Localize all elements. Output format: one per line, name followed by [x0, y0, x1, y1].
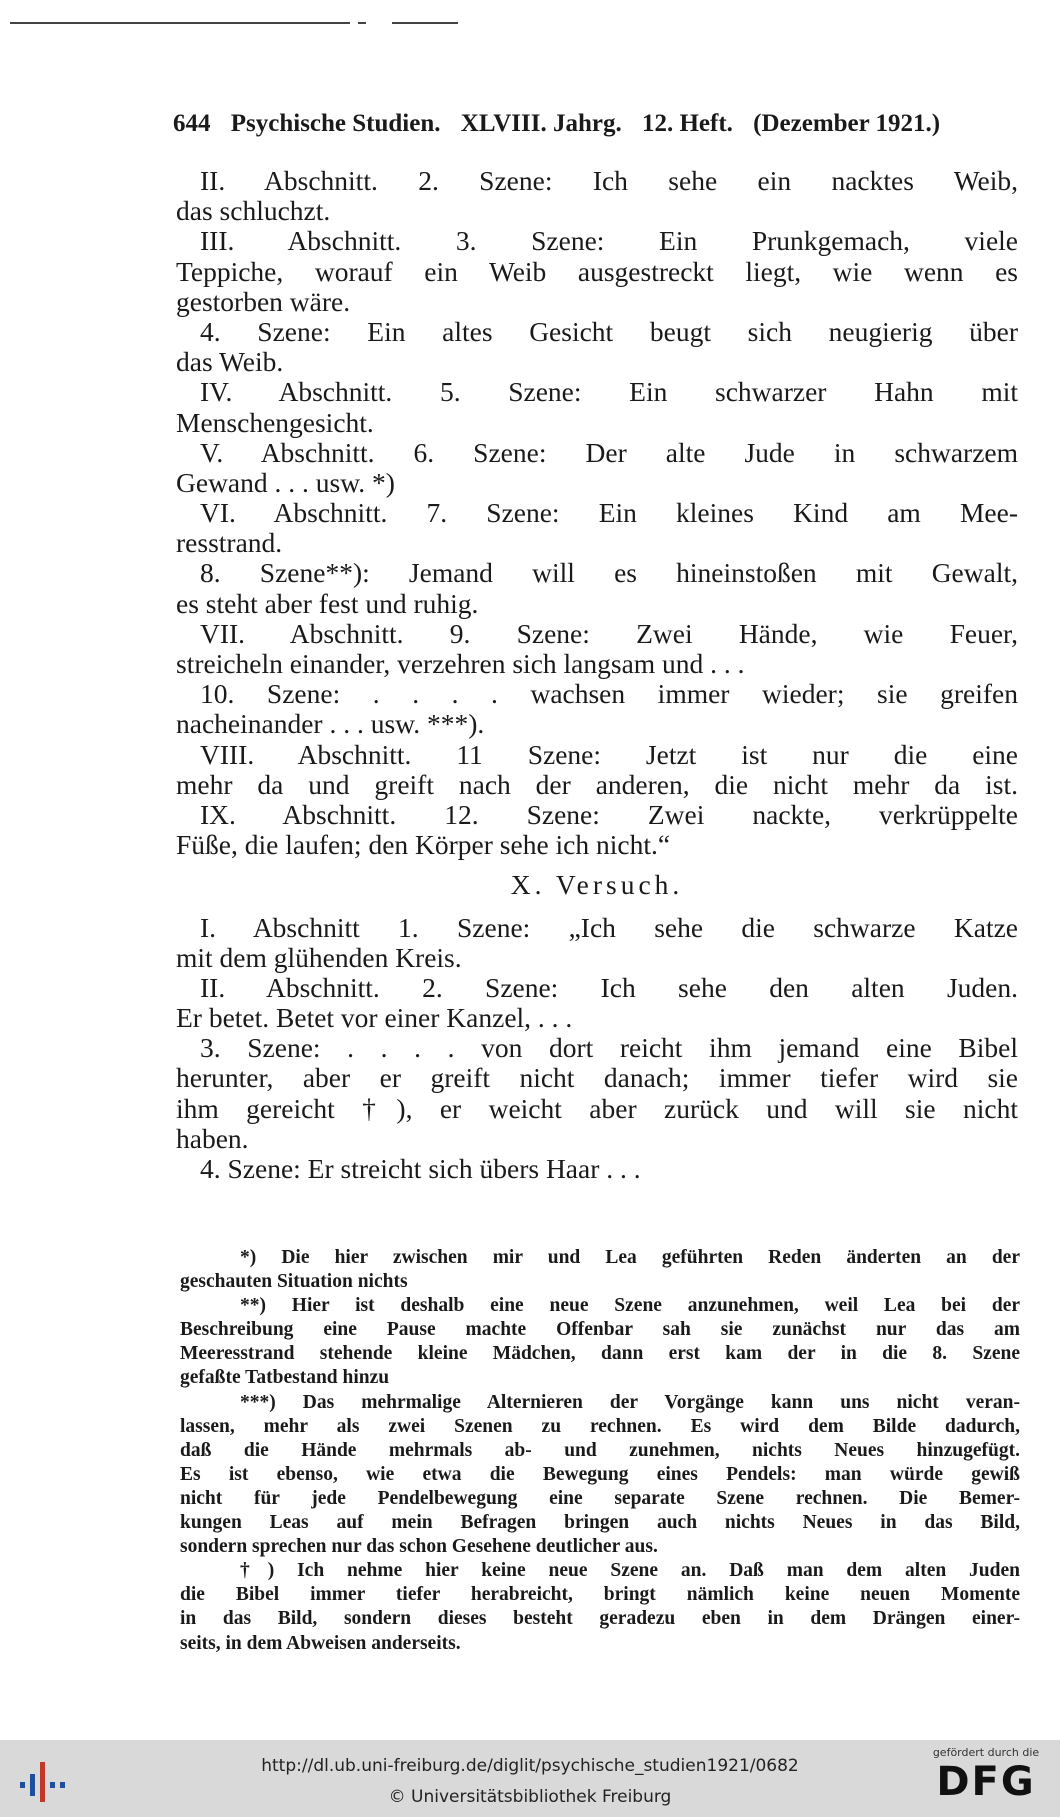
main-text	[176, 166, 1018, 1184]
text-line: ihm gereicht †), er weicht aber zurück und will sie nicht	[176, 1092, 1018, 1124]
text-block-experiment-x	[176, 913, 1018, 1185]
text-line: IV. Abschnitt. 5. Szene: Ein schwarzer Hahn mit	[200, 376, 1018, 408]
text-line: herunter, aber er greift nicht danach; immer tiefer wird sie	[176, 1062, 1018, 1094]
text-line: 3. Szene: . . . . von dort reicht ihm jemand eine Bibel	[200, 1032, 1018, 1064]
footnote-line: **) Hier ist deshalb eine neue Szene anzunehmen, weil Lea bei der	[240, 1295, 1020, 1317]
text-line: Gewand . . . usw. *)	[176, 466, 395, 498]
viewer-footer	[0, 1740, 1060, 1817]
text-line: VIII. Abschnitt. 11 Szene: Jetzt ist nur die eine	[200, 738, 1018, 770]
top-rule-short	[392, 22, 458, 24]
text-line: VII. Abschnitt. 9. Szene: Zwei Hände, wie Feuer,	[200, 617, 1018, 649]
sponsor-caption: gefördert durch die	[932, 1746, 1040, 1759]
text-line: 10. Szene: . . . . wachsen immer wieder; sie greifen	[200, 678, 1018, 710]
footnote-line: Beschreibung eine Pause machte Offenbar sah sie zunächst nur das am	[180, 1319, 1020, 1341]
footnote-line: in das Bild, sondern dieses besteht geradezu eben in dem Drängen einer-	[180, 1608, 1020, 1630]
footnote-line: gefaßte Tatbestand hinzu	[180, 1367, 390, 1389]
page-number: 644	[173, 110, 211, 137]
text-block-experiment-ix	[176, 166, 1018, 860]
footnote-line: Meeresstrand stehende kleine Mädchen, dann erst kam der in die 8. Szene	[180, 1343, 1020, 1365]
footnote-line: lassen, mehr als zwei Szenen zu rechnen. Es wird dem Bilde dadurch,	[180, 1415, 1020, 1437]
footnote-line: *) Die hier zwischen mir und Lea geführten Reden änderten an der	[240, 1247, 1020, 1268]
text-line: I. Abschnitt 1. Szene: „Ich sehe die schwarze Katze	[200, 911, 1018, 943]
text-line: II. Abschnitt. 2. Szene: Ich sehe den alten Juden.	[200, 971, 1018, 1003]
text-line: das schluchzt.	[176, 195, 331, 227]
running-header	[173, 110, 1023, 138]
top-rule-dash	[358, 22, 366, 24]
copyright-notice: © Universitätsbibliothek Freiburg	[388, 1787, 672, 1807]
text-line: gestorben wäre.	[176, 285, 351, 317]
text-line: resstrand.	[176, 527, 283, 559]
volume: XLVIII. Jahrg.	[460, 110, 622, 137]
text-line: Menschengesicht.	[176, 406, 374, 438]
text-line: es steht aber fest und ruhig.	[176, 587, 479, 619]
footnote-line: sondern sprechen nur das schon Gesehene deutlicher aus.	[180, 1536, 658, 1558]
text-line: Teppiche, worauf ein Weib ausgestreckt liegt, wie wenn es	[176, 255, 1018, 287]
sponsor-logo	[926, 1746, 1046, 1812]
text-line: mit dem glühenden Kreis.	[176, 941, 462, 973]
text-line: 8. Szene**): Jemand will es hineinstoßen mit Gewalt,	[200, 557, 1018, 589]
footnote-line: die Bibel immer tiefer herabreicht, bringt nämlich keine neuen Momente	[180, 1584, 1020, 1606]
footnote-line: †) Ich nehme hier keine neue Szene an. Daß man dem alten Juden	[240, 1560, 1020, 1582]
text-line: 4. Szene: Ein altes Gesicht beugt sich neugierig über	[200, 315, 1018, 347]
text-line: Er betet. Betet vor einer Kanzel, . . .	[176, 1002, 573, 1034]
text-line: mehr da und greift nach der anderen, die nicht mehr da ist.	[176, 768, 1018, 800]
section-heading: X. Versuch.	[510, 869, 684, 901]
footnote-line: nicht für jede Pendelbewegung eine separate Szene rechnen. Die Bemer-	[180, 1487, 1020, 1509]
text-line: nacheinander . . . usw. ***).	[176, 708, 485, 740]
footnotes	[180, 1246, 1020, 1656]
footnote-line: ***) Das mehrmalige Alternieren der Vorgänge kann uns nicht veran-	[240, 1391, 1020, 1413]
issue-date: (Dezember 1921.)	[753, 110, 941, 137]
issue: 12. Heft.	[641, 110, 733, 137]
text-line: V. Abschnitt. 6. Szene: Der alte Jude in schwarzem	[200, 436, 1018, 468]
permalink-url[interactable]: http://dl.ub.uni-freiburg.de/diglit/psychische_studien1921/0682	[261, 1756, 799, 1776]
text-line: VI. Abschnitt. 7. Szene: Ein kleines Kind am Mee-	[200, 497, 1018, 529]
top-rule-long	[10, 22, 350, 24]
text-line: haben.	[176, 1122, 249, 1154]
footnote-line: seits, in dem Abweisen anderseits.	[180, 1632, 461, 1654]
text-line: Füße, die laufen; den Körper sehe ich nicht.“	[176, 829, 671, 861]
text-line: IX. Abschnitt. 12. Szene: Zwei nackte, verkrüppelte	[200, 798, 1018, 830]
text-line: das Weib.	[176, 346, 284, 378]
footnote-line: Es ist ebenso, wie etwa die Bewegung eines Pendels: man würde gewiß	[180, 1463, 1020, 1485]
text-line: streicheln einander, verzehren sich langsam und . . .	[176, 648, 745, 679]
footnote-line: geschauten Situation nichts	[180, 1271, 408, 1293]
dfg-logo-icon: DFG	[936, 1759, 1036, 1805]
text-line: 4. Szene: Er streicht sich übers Haar . . .	[200, 1153, 641, 1184]
text-line: II. Abschnitt. 2. Szene: Ich sehe ein nacktes Weib,	[200, 165, 1018, 196]
text-line: III. Abschnitt. 3. Szene: Ein Prunkgemach, viele	[200, 225, 1018, 257]
footnote-line: kungen Leas auf mein Befragen bringen auch nichts Neues in das Bild,	[180, 1512, 1020, 1534]
journal-title: Psychische Studien.	[230, 110, 441, 137]
footnote-line: daß die Hände mehrmals ab- und zunehmen, nichts Neues hinzugefügt.	[180, 1439, 1020, 1461]
